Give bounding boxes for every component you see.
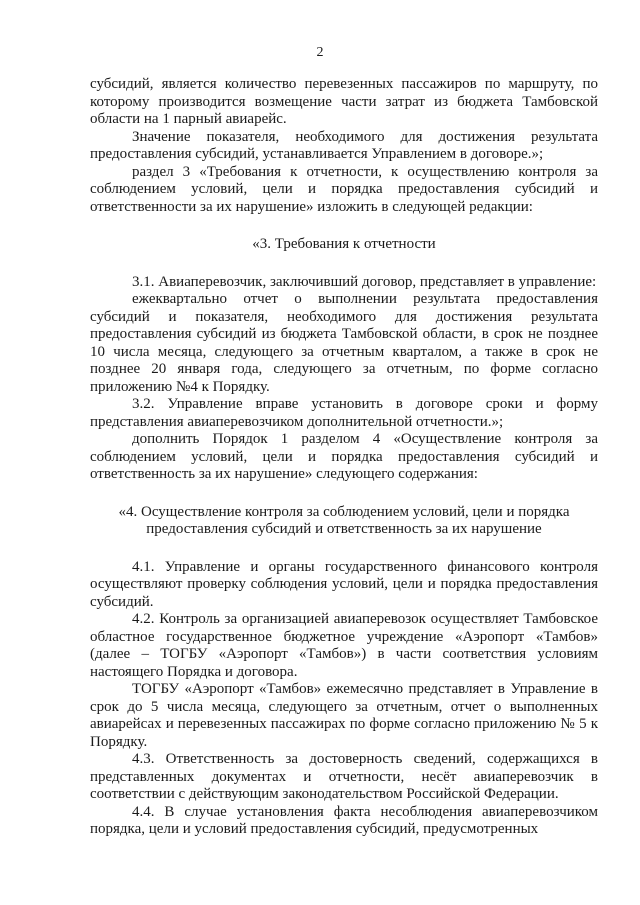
document-body xyxy=(90,76,598,839)
paragraph-3-2: 3.2. Управление вправе установить в договоре сроки и форму представления авиаперевозчиком дополнительной отчетности.»; xyxy=(90,396,598,430)
paragraph-3-1: 3.1. Авиаперевозчик, заключивший договор, представляет в управление: xyxy=(132,273,597,290)
paragraph-4-3: 4.3. Ответственность за достоверность сведений, содержащихся в представленных документах и отчетности, несёт авиаперевозчик в соответствии с действующим законодательством Российской Федерации. xyxy=(90,751,598,802)
paragraph-indicator-value: Значение показателя, необходимого для достижения результата предоставления субсидий, устанавливается Управлением в договоре.»; xyxy=(90,128,598,162)
section-4-heading: «4. Осуществление контроля за соблюдением условий, цели и порядка предоставления субсидий и ответственность за их нарушение xyxy=(118,503,570,537)
paragraph-4-4: 4.4. В случае установления факта несоблюдения авиаперевозчиком порядка, цели и условий предоставления субсидий, предусмотренных xyxy=(90,803,598,837)
paragraph-4-1: 4.1. Управление и органы государственного финансового контроля осуществляют проверку соблюдения условий, цели и порядка предоставления субсидий. xyxy=(90,558,598,610)
paragraph-quarterly-report: ежеквартально отчет о выполнении результата предоставления субсидий и показателя, необходимого для достижения результата предоставления субсидий из бюджета Тамбовской области, в срок не позднее 10 числа месяца, следующего за отчетным кварталом, а также в срок не позднее 20 января года, следующего за отчетным, по форме согласно приложению №4 к Порядку. xyxy=(90,291,598,395)
section-3-heading: «3. Требования к отчетности xyxy=(252,236,436,252)
paragraph-togbu-report: ТОГБУ «Аэропорт «Тамбов» ежемесячно представляет в Управление в срок до 5 числа месяца, следующего за отчетным, отчет о выполненных авиарейсах и перевезенных пассажирах по форме согласно приложению № 5 к Порядку. xyxy=(90,681,598,750)
paragraph-4-2: 4.2. Контроль за организацией авиаперевозок осуществляет Тамбовское областное государственное бюджетное учреждение «Аэропорт «Тамбов» (далее – ТОГБУ «Аэропорт «Тамбов») в части соответствия условиям настоящего Порядка и договора. xyxy=(90,611,598,680)
paragraph-section3-amendment: раздел 3 «Требования к отчетности, к осуществлению контроля за соблюдением условий, цели и порядка предоставления субсидий и ответственности за их нарушение» изложить в следующей редакции: xyxy=(90,163,598,215)
paragraph-section4-amendment: дополнить Порядок 1 разделом 4 «Осуществление контроля за соблюдением условий, цели и порядка предоставления субсидий и ответственность за их нарушение» следующего содержания: xyxy=(90,431,598,482)
paragraph-continuation: субсидий, является количество перевезенных пассажиров по маршруту, по которому производится возмещение части затрат из бюджета Тамбовской области на 1 парный авиарейс. xyxy=(90,76,598,127)
page-number: 2 xyxy=(316,45,324,60)
